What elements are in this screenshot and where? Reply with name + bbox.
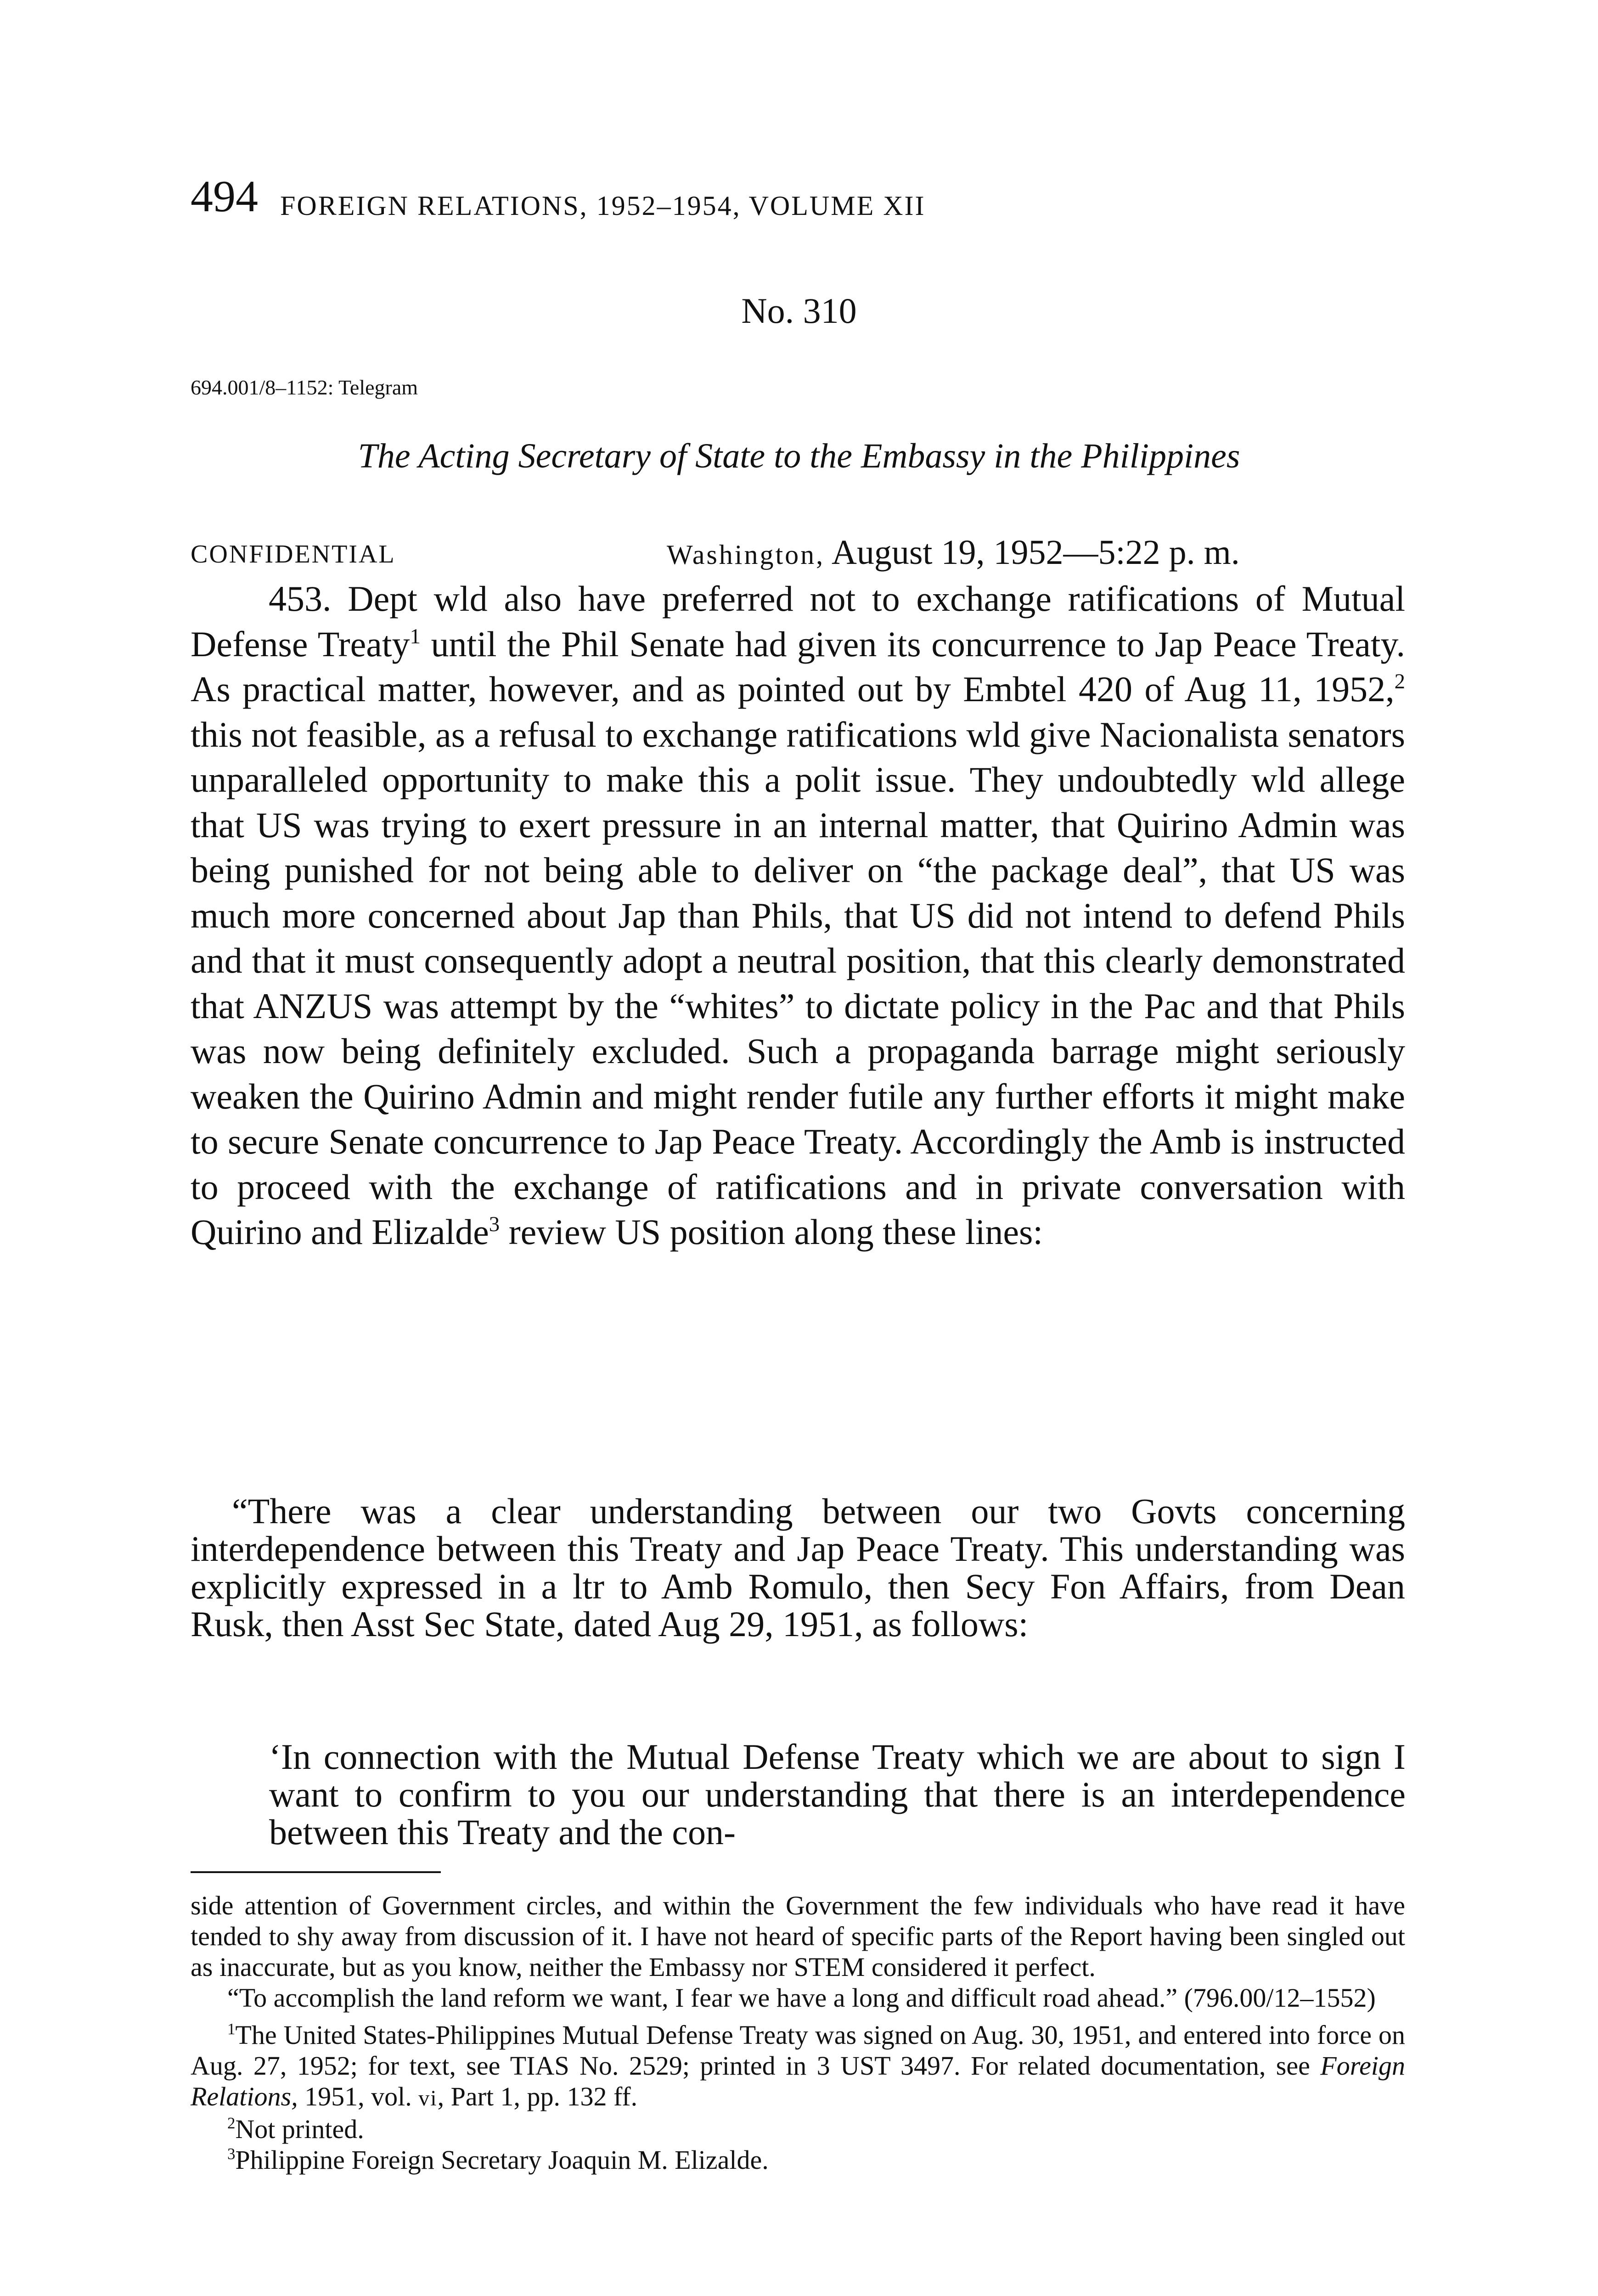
footnote-volume: vi [418,2086,438,2110]
footnote-1 [191,2020,1405,2114]
footnote-text: Not printed. [235,2114,364,2144]
footnote-ref-1: 1 [410,624,421,648]
footnote-3 [191,2144,1405,2175]
body-text-segment: review US position along these lines: [500,1212,1043,1252]
running-head: FOREIGN RELATIONS, 1952–1954, VOLUME XII [280,191,926,221]
document-title: The Acting Secretary of State to the Embassy in the Philippines [358,437,1240,475]
footnote-text: , Part 1, pp. 132 ff. [437,2082,638,2111]
file-reference: 694.001/8–1152: Telegram [191,376,418,399]
nested-quote: ‘In connection with the Mutual Defense Treaty which we are about to sign I want to confirm to you our understanding that there is an interdependence between this Treaty and the con- [269,1737,1406,1852]
body-text-segment: until the Phil Senate had given its concurrence to Jap Peace Treaty. As practical matter, however, and as pointed out by Embtel 420 of Aug 11, 1952, [191,624,1405,709]
dateline [667,533,1240,573]
body-text-segment: 453. Dept wld also have preferred not to exchange ratifications of Mutual Defense Treaty [191,579,1405,664]
footnote-1-mark: 1 [227,2020,236,2038]
footnote-divider [191,1871,441,1873]
footnote-3-mark: 3 [227,2145,236,2163]
footnote-italic-title: Foreign Relations, [191,2051,1405,2111]
footnote-text: 1951, vol. [298,2082,419,2111]
footnotes [191,1890,1405,2175]
footnote-carryover: “To accomplish the land reform we want, I fear we have a long and difficult road ahead.” (796.00/12–1552) [227,1983,1376,2013]
footnote-carryover: side attention of Government circles, and within the Government the few individuals who have read it have tended to shy away from discussion of it. I have not heard of specific parts of the Report having been singled out as inaccurate, but as you know, neither the Embassy nor STEM considered it perfect. [191,1891,1405,1982]
footnote-text: Philippine Foreign Secretary Joaquin M. Elizalde. [235,2145,769,2175]
dateline-date: August 19, 1952—5:22 p. m. [831,533,1240,572]
footnote-ref-3: 3 [489,1212,500,1236]
body-text-segment: this not feasible, as a refusal to exchange ratifications wld give Nacionalista senators unparalleled opportunity to make this a polit issue. They undoubtedly wld allege that US was trying to exert pressure in an internal matter, that Quirino Admin was being punished for not being able to deliver on “the package deal”, that US was much more concerned about Jap than Phils, that US did not intend to defend Phils and that it must consequently adopt a neutral position, that this clearly demonstrated that ANZUS was attempt by the “whites” to dictate policy in the Pac and that Phils was now being definitely excluded. Such a propaganda barrage might seriously weaken the Quirino Admin and might render futile any further efforts it might make to secure Senate concurrence to Jap Peace Treaty. Accordingly the Amb is instructed to proceed with the exchange of ratifications and in private conversation with Quirino and Elizalde [191,714,1405,1252]
footnote-2 [191,2114,1405,2144]
dateline-place: Washington, [667,540,825,570]
body-paragraph [191,576,1405,1255]
footnote-2-mark: 2 [227,2114,236,2133]
block-quote: “There was a clear understanding between our two Govts concerning interdependence between this Treaty and Jap Peace Treaty. This understanding was explicitly expressed in a ltr to Amb Romulo, then Secy Fon Affairs, from Dean Rusk, then Asst Sec State, dated Aug 29, 1951, as follows: [191,1491,1405,1644]
page-number: 494 [191,172,258,221]
classification-marking: CONFIDENTIAL [191,540,396,568]
footnote-ref-2: 2 [1394,669,1405,693]
document-number: No. 310 [741,291,857,331]
footnote-text: The United States-Philippines Mutual Defense Treaty was signed on Aug. 30, 1951, and entered into force on Aug. 27, 1952; for text, see TIAS No. 2529; printed in 3 UST 3497. For related documentation, see [191,2020,1405,2081]
